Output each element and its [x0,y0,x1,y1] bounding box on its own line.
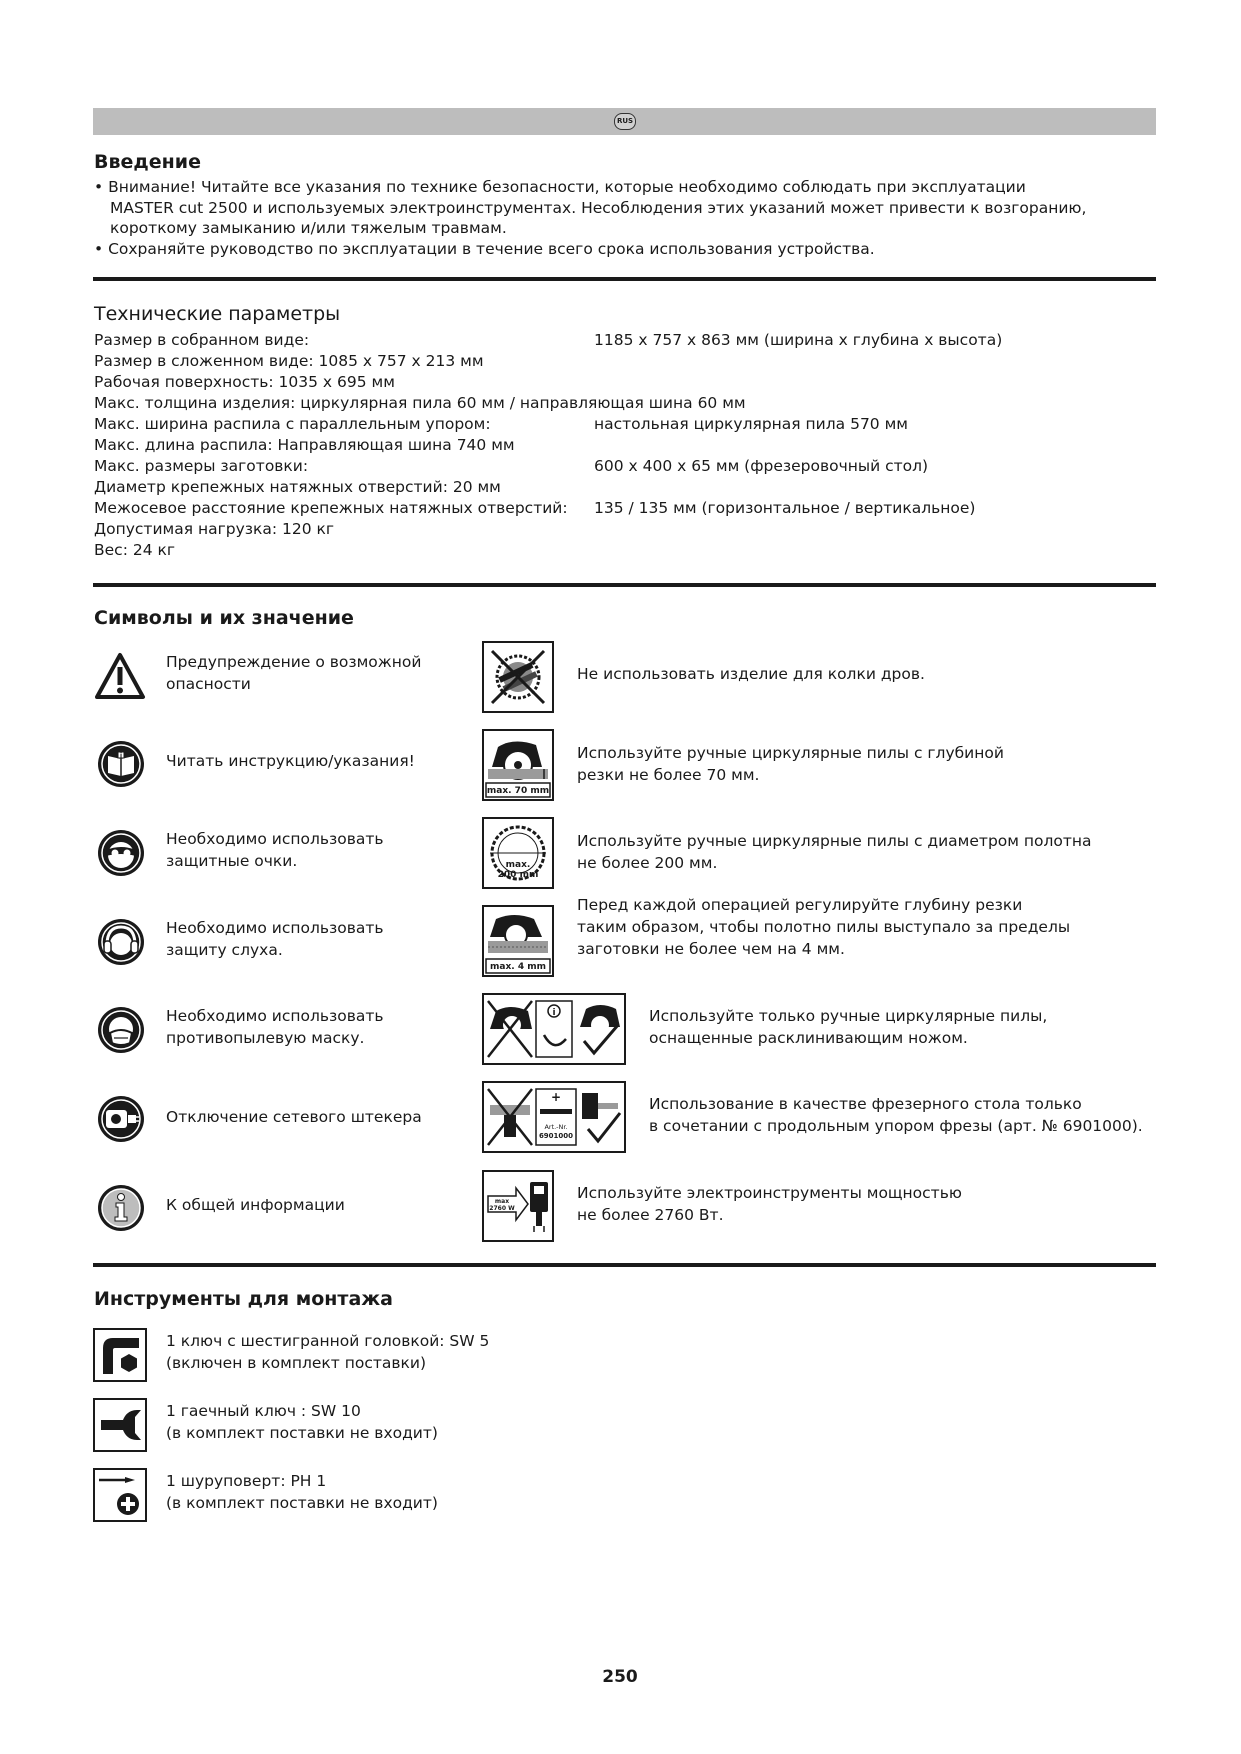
safety-goggles-icon [96,828,146,878]
spec-label: Вес: 24 кг [94,541,175,559]
intro-bullet-2: • Сохраняйте руководство по эксплуатации в течение всего срока использования устройства. [94,240,875,258]
specs-title: Технические параметры [94,303,341,325]
spec-label: Макс. длина распила: Направляющая шина 740 мм [94,436,515,454]
ear-protection-icon [96,917,146,967]
spec-label: Макс. ширина распила с параллельным упором: [94,415,491,433]
spec-label: Макс. размеры заготовки: [94,457,309,475]
tools-title: Инструменты для монтажа [94,1288,393,1310]
symbols-title: Символы и их значение [94,607,354,629]
warning-triangle-icon [94,652,146,700]
riving-knife-saw-icon [482,993,626,1065]
intro-bullet-1-line-2: MASTER cut 2500 и используемых электроинструментах. Несоблюдения этих указаний может привести к возгоранию, [110,199,1087,217]
symbol-text: Отключение сетевого штекера [166,1108,422,1126]
spec-label: Диаметр крепежных натяжных отверстий: 20 мм [94,478,501,496]
hex-key-icon [93,1328,147,1382]
spec-label: Допустимая нагрузка: 120 кг [94,520,335,538]
spec-value: 135 / 135 мм (горизонтальное / вертикальное) [594,499,976,517]
art-nr-label: Art.-Nr. [544,1123,568,1131]
symbol-text: Читать инструкцию/указания! [166,752,415,770]
divider [93,277,1156,281]
svg-text:+: + [550,1090,562,1104]
unplug-icon [96,1094,146,1144]
spec-label: Межосевое расстояние крепежных натяжных отверстий: [94,499,568,517]
max-power-2760w-icon [482,1170,554,1242]
spec-label: Макс. толщина изделия: циркулярная пила 60 мм / направляющая шина 60 мм [94,394,746,412]
max-4mm-label: max. 4 mm [490,962,546,972]
symbol-text: Используйте только ручные циркулярные пилы, оснащенные расклинивающим ножом. [649,1007,1048,1047]
blade-diameter-200mm-icon [482,817,554,889]
symbol-text: Необходимо использовать противопылевую маску. [166,1007,384,1047]
symbol-text: Не использовать изделие для колки дров. [577,665,925,683]
symbol-text: К общей информации [166,1196,345,1214]
info-icon [96,1183,146,1233]
divider [93,583,1156,587]
router-table-icon [482,1081,626,1153]
max-2760w-label: 2760 W [489,1205,515,1212]
symbol-text: Использование в качестве фрезерного стола только в сочетании с продольным упором фрезы (арт. № 6901000). [649,1095,1143,1135]
svg-text:i: i [119,752,123,760]
spec-label: Размер в собранном виде: [94,331,310,349]
max-label: max [494,1198,510,1205]
spec-value: настольная циркулярная пила 570 мм [594,415,908,433]
phillips-screwdriver-icon [93,1468,147,1522]
max-label: max. [505,860,531,870]
symbol-text: Перед каждой операцией регулируйте глубину резки таким образом, чтобы полотно пилы выступало за пределы заготовки не более чем на 4 мм. [577,896,1071,958]
spec-label: Рабочая поверхность: 1035 x 695 мм [94,373,395,391]
dust-mask-icon [96,1005,146,1055]
cut-depth-70mm-icon [482,729,554,801]
tool-text: 1 гаечный ключ : SW 10 (в комплект поставки не входит) [166,1402,438,1442]
max-200mm-label: 200 mm [497,870,539,880]
language-badge: RUS [614,113,636,130]
intro-bullet-1-line-1: • Внимание! Читайте все указания по технике безопасности, которые необходимо соблюдать при эксплуатации [94,178,1026,196]
symbol-text: Необходимо использовать защиту слуха. [166,919,384,959]
symbol-text: Используйте ручные циркулярные пилы с глубиной резки не более 70 мм. [577,744,1004,784]
art-number-label: 6901000 [538,1132,574,1140]
divider [93,1263,1156,1267]
spec-label: Размер в сложенном виде: 1085 x 757 x 213 мм [94,352,484,370]
intro-bullet-1-line-3: короткому замыканию и/или тяжелым травмам. [110,219,507,237]
symbol-text: Необходимо использовать защитные очки. [166,830,384,870]
svg-text:i: i [552,1008,556,1018]
no-wood-splitting-icon [482,641,554,713]
intro-title: Введение [94,151,201,173]
blade-protrusion-4mm-icon [482,905,554,977]
read-manual-icon [96,739,146,789]
page-number: 250 [602,1667,638,1687]
spec-value: 600 x 400 x 65 мм (фрезеровочный стол) [594,457,929,475]
max-70mm-label: max. 70 mm [486,786,550,796]
tool-text: 1 ключ с шестигранной головкой: SW 5 (включен в комплект поставки) [166,1332,490,1372]
symbol-text: Используйте электроинструменты мощностью не более 2760 Вт. [577,1184,962,1224]
symbol-text: Используйте ручные циркулярные пилы с диаметром полотна не более 200 мм. [577,832,1092,872]
open-wrench-icon [93,1398,147,1452]
symbol-text: Предупреждение о возможной опасности [166,653,422,693]
spec-value: 1185 x 757 x 863 мм (ширина x глубина x высота) [594,331,1003,349]
header-bar [93,108,1156,135]
tool-text: 1 шуруповерт: PH 1 (в комплект поставки не входит) [166,1472,438,1512]
